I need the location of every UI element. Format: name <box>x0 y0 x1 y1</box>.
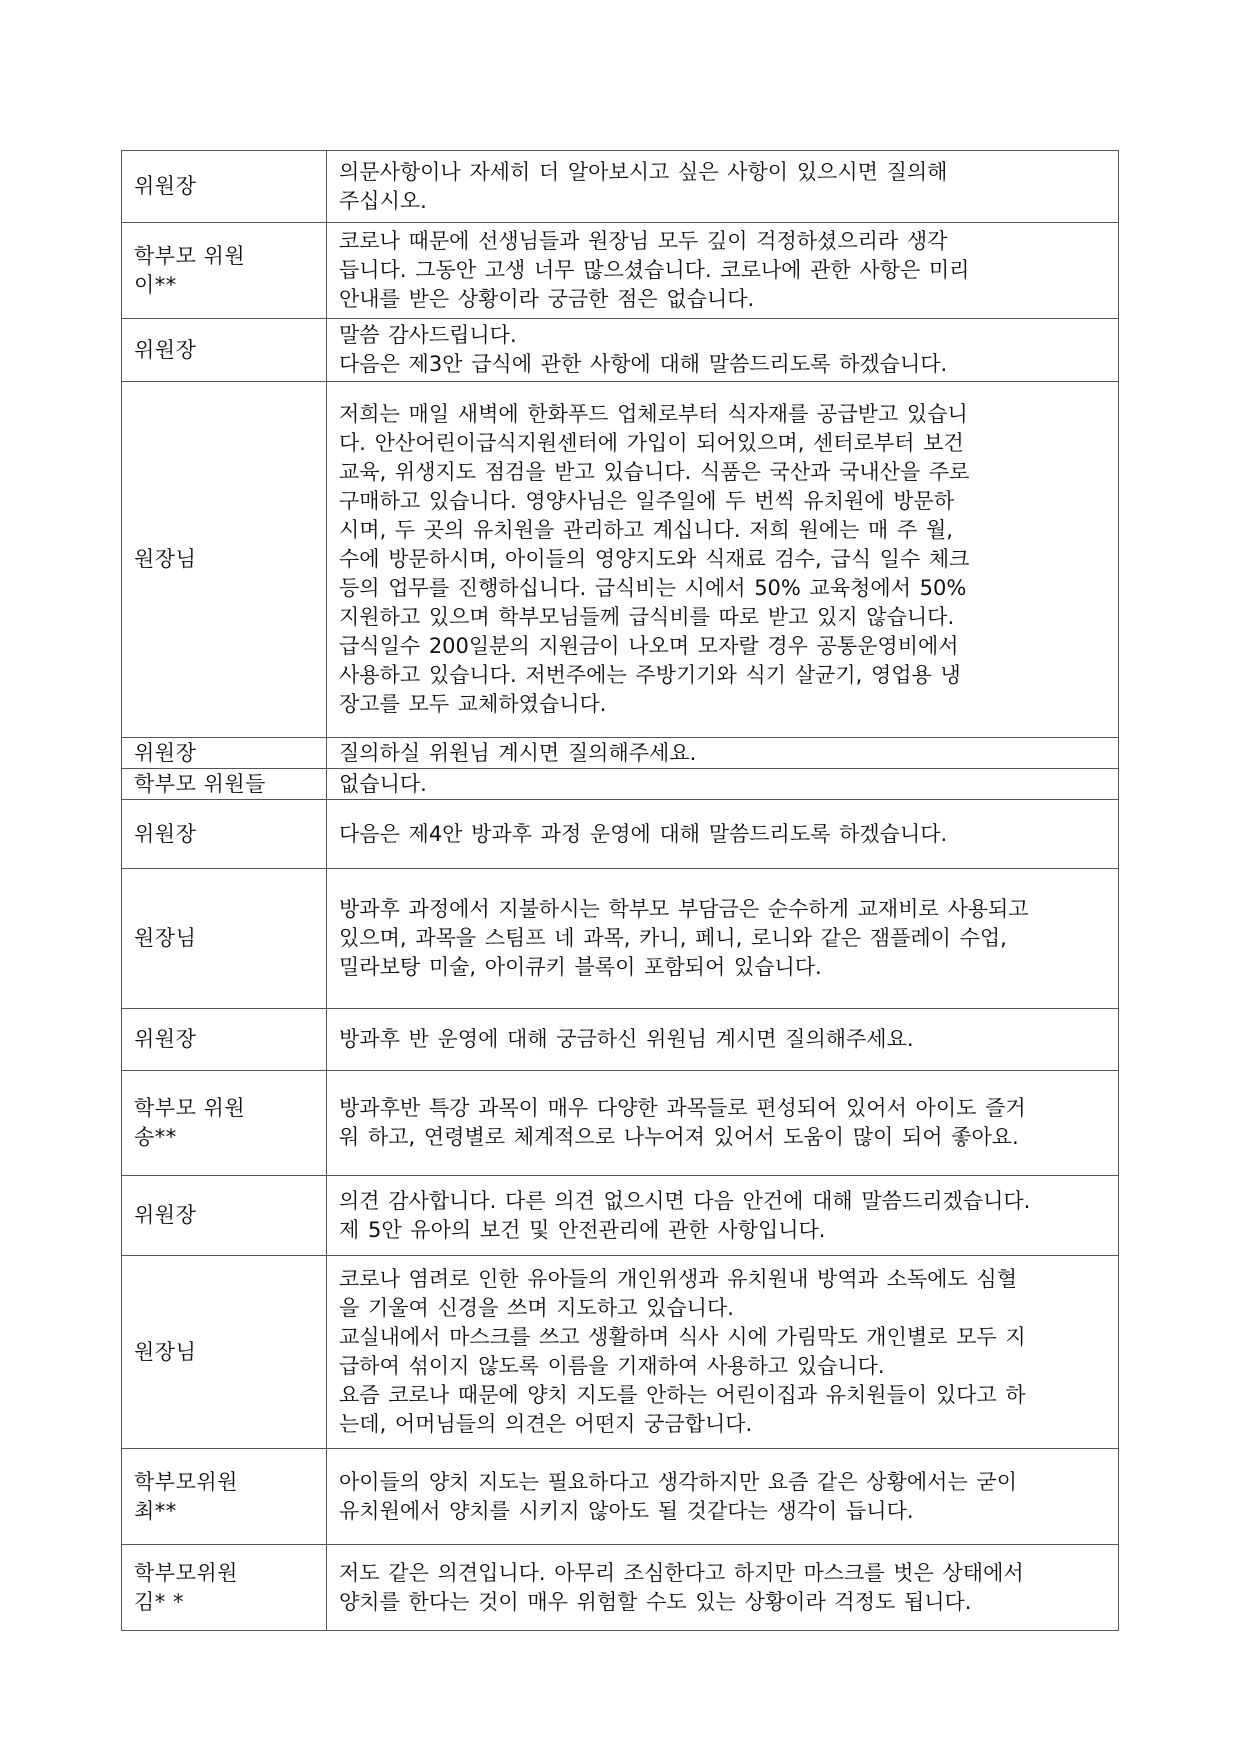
speaker-name: 원장님 <box>134 926 197 950</box>
table-row <box>122 738 1119 769</box>
statement-line: 을 기울여 신경을 쓰며 지도하고 있습니다. <box>339 1296 734 1320</box>
speaker-cell <box>122 869 327 1009</box>
speaker-cell <box>122 382 327 738</box>
statement-line: 방과후 과정에서 지불하시는 학부모 부담금은 순수하게 교재비로 사용되고 <box>339 897 1029 921</box>
speaker-cell <box>122 1009 327 1071</box>
speaker-name: 송** <box>134 1125 177 1149</box>
statement-cell <box>327 869 1119 1009</box>
speaker-name: 최** <box>134 1498 177 1523</box>
meeting-minutes-table <box>121 150 1119 1631</box>
table-row <box>122 223 1119 319</box>
statement-line: 코로나 때문에 선생님들과 원장님 모두 깊이 걱정하셨으리라 생각 <box>339 229 948 253</box>
statement-cell <box>327 769 1119 800</box>
table-row <box>122 319 1119 382</box>
speaker-cell <box>122 319 327 382</box>
statement-cell <box>327 151 1119 223</box>
statement-line: 의문사항이나 자세히 더 알아보시고 싶은 사항이 있으시면 질의해 <box>339 159 948 184</box>
statement-line: 교육, 위생지도 점검을 받고 있습니다. 식품은 국산과 국내산을 주로 <box>339 460 970 484</box>
statement-cell <box>327 1256 1119 1449</box>
table-row <box>122 1449 1119 1545</box>
speaker-name: 학부모 위원 <box>134 1096 246 1120</box>
statement-line: 저희는 매일 새벽에 한화푸드 업체로부터 식자재를 공급받고 있습니 <box>339 402 968 426</box>
statement-line: 는데, 어머님들의 의견은 어떤지 궁금합니다. <box>339 1412 753 1436</box>
statement-line: 다. 안산어린이급식지원센터에 가입이 되어있으며, 센터로부터 보건 <box>339 431 964 455</box>
table-row <box>122 800 1119 869</box>
table-row <box>122 382 1119 738</box>
statement-line: 밀라보탕 미술, 아이큐키 블록이 포함되어 있습니다. <box>339 955 822 979</box>
speaker-cell <box>122 151 327 223</box>
table-row <box>122 869 1119 1009</box>
table-row <box>122 1071 1119 1176</box>
statement-cell <box>327 223 1119 319</box>
table-row <box>122 151 1119 223</box>
statement-line: 말씀 감사드립니다. <box>339 323 517 347</box>
statement-line: 교실내에서 마스크를 쓰고 생활하며 식사 시에 가림막도 개인별로 모두 지 <box>339 1325 1026 1349</box>
statement-line: 급식일수 200일분의 지원금이 나오며 모자랄 경우 공통운영비에서 <box>339 634 959 658</box>
speaker-name: 김* * <box>134 1589 184 1614</box>
statement-line: 다음은 제3안 급식에 관한 사항에 대해 말씀드리도록 하겠습니다. <box>339 352 948 376</box>
minutes-table-body <box>122 151 1119 1631</box>
speaker-cell <box>122 1071 327 1176</box>
statement-line: 코로나 염려로 인한 유아들의 개인위생과 유치원내 방역과 소독에도 심혈 <box>339 1267 1017 1291</box>
statement-line: 저도 같은 의견입니다. 아무리 조심한다고 하지만 마스크를 벗은 상태에서 <box>339 1560 1024 1585</box>
speaker-cell <box>122 738 327 769</box>
speaker-name: 학부모위원 <box>134 1469 238 1494</box>
statement-cell <box>327 382 1119 738</box>
statement-cell <box>327 1009 1119 1071</box>
table-row <box>122 1009 1119 1071</box>
statement-line: 있으며, 과목을 스팀프 네 과목, 카니, 페니, 로니와 같은 잼플레이 수업, <box>339 926 1007 950</box>
speaker-cell <box>122 1176 327 1256</box>
speaker-name: 학부모위원 <box>134 1560 238 1585</box>
speaker-cell <box>122 223 327 319</box>
speaker-cell <box>122 1545 327 1631</box>
statement-line: 아이들의 양치 지도는 필요하다고 생각하지만 요즘 같은 상황에서는 굳이 <box>339 1469 1017 1494</box>
statement-cell <box>327 800 1119 869</box>
speaker-name: 학부모 위원 <box>134 243 246 268</box>
statement-line: 없습니다. <box>339 771 427 796</box>
table-row <box>122 1545 1119 1631</box>
statement-line: 안내를 받은 상황이라 궁금한 점은 없습니다. <box>339 287 755 311</box>
statement-line: 다음은 제4안 방과후 과정 운영에 대해 말씀드리도록 하겠습니다. <box>339 821 948 846</box>
statement-line: 방과후 반 운영에 대해 궁금하신 위원님 계시면 질의해주세요. <box>339 1027 914 1051</box>
speaker-name: 학부모 위원들 <box>134 771 266 796</box>
statement-line: 급하여 섞이지 않도록 이름을 기재하여 사용하고 있습니다. <box>339 1354 885 1378</box>
speaker-cell <box>122 1256 327 1449</box>
statement-line: 유치원에서 양치를 시키지 않아도 될 것같다는 생각이 듭니다. <box>339 1498 914 1523</box>
speaker-name: 위원장 <box>134 821 197 846</box>
statement-line: 듭니다. 그동안 고생 너무 많으셨습니다. 코로나에 관한 사항은 미리 <box>339 258 970 282</box>
statement-line: 워 하고, 연령별로 체계적으로 나누어져 있어서 도움이 많이 되어 좋아요. <box>339 1125 1019 1149</box>
statement-line: 요즘 코로나 때문에 양치 지도를 안하는 어린이집과 유치원들이 있다고 하 <box>339 1383 1026 1407</box>
statement-cell <box>327 1449 1119 1545</box>
statement-line: 지원하고 있으며 학부모님들께 급식비를 따로 받고 있지 않습니다. <box>339 605 955 629</box>
statement-line: 방과후반 특강 과목이 매우 다양한 과목들로 편성되어 있어서 아이도 즐거 <box>339 1096 1026 1120</box>
statement-line: 의견 감사합니다. 다른 의견 없으시면 다음 안건에 대해 말씀드리겠습니다. <box>339 1188 1031 1213</box>
speaker-cell <box>122 769 327 800</box>
speaker-name: 위원장 <box>134 337 197 362</box>
statement-line: 주십시오. <box>339 188 427 213</box>
statement-line: 양치를 한다는 것이 매우 위험할 수도 있는 상황이라 걱정도 됩니다. <box>339 1589 972 1614</box>
speaker-name: 원장님 <box>134 547 197 571</box>
speaker-name: 이** <box>134 272 177 297</box>
statement-line: 등의 업무를 진행하십니다. 급식비는 시에서 50% 교육청에서 50% <box>339 576 967 600</box>
statement-line: 제 5안 유아의 보건 및 안전관리에 관한 사항입니다. <box>339 1217 826 1242</box>
statement-line: 장고를 모두 교체하였습니다. <box>339 692 607 716</box>
speaker-name: 위원장 <box>134 740 197 765</box>
statement-line: 수에 방문하시며, 아이들의 영양지도와 식재료 검수, 급식 일수 체크 <box>339 547 970 571</box>
statement-cell <box>327 738 1119 769</box>
speaker-name: 원장님 <box>134 1339 197 1364</box>
speaker-name: 위원장 <box>134 174 197 198</box>
table-row <box>122 1176 1119 1256</box>
speaker-name: 위원장 <box>134 1203 197 1227</box>
statement-cell <box>327 319 1119 382</box>
speaker-name: 위원장 <box>134 1027 197 1051</box>
statement-line: 사용하고 있습니다. 저번주에는 주방기기와 식기 살균기, 영업용 냉 <box>339 663 961 687</box>
speaker-cell <box>122 800 327 869</box>
statement-cell <box>327 1071 1119 1176</box>
table-row <box>122 1256 1119 1449</box>
statement-cell <box>327 1545 1119 1631</box>
speaker-cell <box>122 1449 327 1545</box>
statement-line: 구매하고 있습니다. 영양사님은 일주일에 두 번씩 유치원에 방문하 <box>339 489 955 513</box>
statement-cell <box>327 1176 1119 1256</box>
statement-line: 시며, 두 곳의 유치원을 관리하고 계십니다. 저희 원에는 매 주 월, <box>339 518 953 542</box>
statement-line: 질의하실 위원님 계시면 질의해주세요. <box>339 740 697 765</box>
table-row <box>122 769 1119 800</box>
